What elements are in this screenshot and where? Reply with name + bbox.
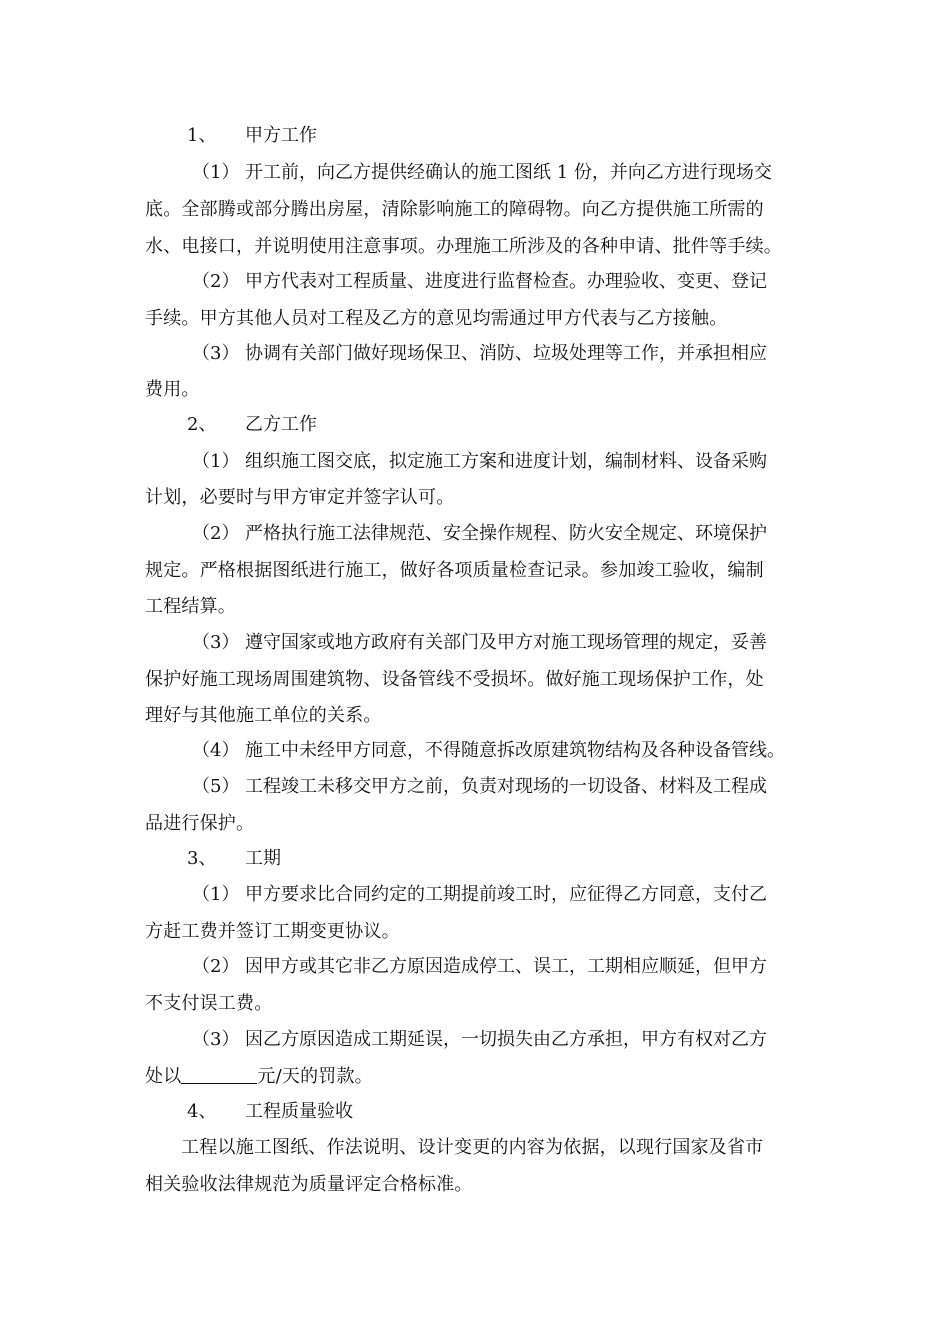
section-4-title: 工程质量验收: [245, 1101, 353, 1122]
paragraph-line: 施工中未经甲方同意，不得随意拆改原建筑物结构及各种设备管线。: [245, 740, 785, 761]
item-number: （2）: [192, 956, 240, 977]
item-number: （4）: [192, 740, 240, 761]
paragraph-line: 计划，必要时与甲方审定并签字认可。: [145, 487, 455, 508]
paragraph-line: 理好与其他施工单位的关系。: [145, 705, 382, 726]
paragraph-line: 底。全部腾或部分腾出房屋，清除影响施工的障碍物。向乙方提供施工所需的: [145, 199, 764, 220]
item-number: （1）: [192, 451, 240, 472]
item-number: （3）: [192, 632, 240, 653]
paragraph-line: 组织施工图交底，拟定施工方案和进度计划，编制材料、设备采购: [245, 451, 767, 472]
section-2-title: 乙方工作: [245, 414, 317, 435]
item-number: （3）: [192, 343, 240, 364]
item-number: （2）: [192, 271, 240, 292]
section-3-number: 3、: [187, 848, 217, 869]
section-2-number: 2、: [187, 414, 217, 435]
fine-prefix: 处以: [145, 1066, 182, 1087]
item-number: （1）: [192, 162, 240, 183]
paragraph-line: [145, 1066, 805, 1088]
paragraph-line: 因甲方或其它非乙方原因造成停工、误工，工期相应顺延，但甲方: [245, 956, 767, 977]
section-1-number: 1、: [187, 125, 217, 146]
section-1-title: 甲方工作: [245, 125, 317, 146]
paragraph-line: 甲方代表对工程质量、进度进行监督检查。办理验收、变更、登记: [245, 271, 767, 292]
fine-suffix: 元/天的罚款。: [257, 1066, 373, 1087]
paragraph-line: 工程以施工图纸、作法说明、设计变更的内容为依据，以现行国家及省市: [181, 1137, 764, 1158]
paragraph-line: 严格执行施工法律规范、安全操作规程、防火安全规定、环境保护: [245, 523, 767, 544]
paragraph-line: 方赶工费并签订工期变更协议。: [145, 921, 400, 942]
paragraph-line: 遵守国家或地方政府有关部门及甲方对施工现场管理的规定，妥善: [245, 632, 767, 653]
item-number: （1）: [192, 884, 240, 905]
section-4-number: 4、: [187, 1101, 217, 1122]
section-3-title: 工期: [245, 848, 281, 869]
paragraph-line: 工程竣工未移交甲方之前，负责对现场的一切设备、材料及工程成: [245, 776, 767, 797]
fine-amount-blank: [181, 1067, 257, 1084]
paragraph-line: 甲方要求比合同约定的工期提前竣工时，应征得乙方同意，支付乙: [245, 884, 767, 905]
paragraph-line: 规定。严格根据图纸进行施工，做好各项质量检查记录。参加竣工验收，编制: [145, 560, 764, 581]
paragraph-line: 不支付误工费。: [145, 993, 273, 1014]
paragraph-line: 工程结算。: [145, 596, 236, 617]
paragraph-line: 品进行保护。: [145, 813, 255, 834]
paragraph-line: 费用。: [145, 379, 200, 400]
item-number: （3）: [192, 1029, 240, 1050]
paragraph-line: 相关验收法律规范为质量评定合格标准。: [145, 1174, 473, 1195]
paragraph-line: 水、电接口，并说明使用注意事项。办理施工所涉及的各种申请、批件等手续。: [145, 236, 782, 257]
paragraph-line: 手续。甲方其他人员对工程及乙方的意见均需通过甲方代表与乙方接触。: [145, 308, 728, 329]
paragraph-line: 因乙方原因造成工期延误，一切损失由乙方承担，甲方有权对乙方: [245, 1029, 767, 1050]
paragraph-line: 保护好施工现场周围建筑物、设备管线不受损坏。做好施工现场保护工作，处: [145, 669, 764, 690]
item-number: （2）: [192, 523, 240, 544]
item-number: （5）: [192, 776, 240, 797]
paragraph-line: 协调有关部门做好现场保卫、消防、垃圾处理等工作，并承担相应: [245, 343, 767, 364]
paragraph-line: 开工前，向乙方提供经确认的施工图纸 1 份，并向乙方进行现场交: [245, 162, 772, 183]
